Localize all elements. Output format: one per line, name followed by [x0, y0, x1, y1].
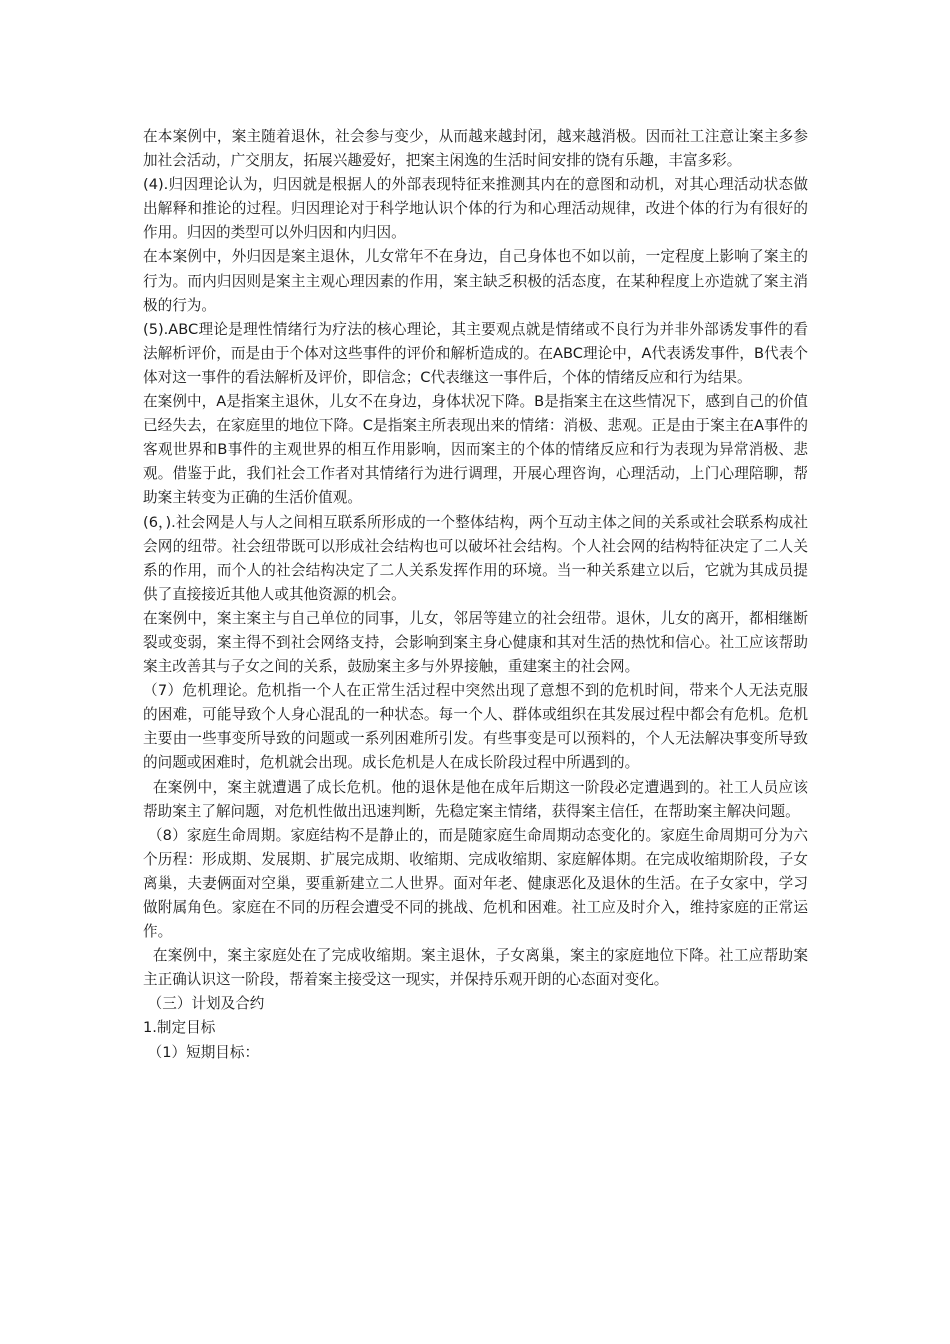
document-body: [143, 125, 808, 1065]
paragraph-attribution-theory: (4).归因理论认为，归因就是根据人的外部表现特征来推测其内在的意图和动机，对其心理活动状态做出解释和推论的过程。归因理论对于科学地认识个体的行为和心理活动规律，改进个体的行为有很好的作用。归因的类型可以外归因和内归因。: [143, 176, 808, 242]
section-heading-plan-contract: （三）计划及合约: [143, 995, 265, 1013]
paragraph-crisis-theory: （7）危机理论。危机指一个人在正常生活过程中突然出现了意想不到的危机时间，带来个人无法克服的困难，可能导致个人身心混乱的一种状态。每一个人、群体或组织在其发展过程中都会有危机。危机主要由一些事变所导致的问题或一系列困难所引发。有些事变是可以预料的，个人无法解决事变所导致的问题或困难时，危机就会出现。成长危机是人在成长阶段过程中所遇到的。: [143, 682, 808, 772]
paragraph-abc-case: 在案例中，A是指案主退休，儿女不在身边，身体状况下降。B是指案主在这些情况下，感到自己的价值已经失去，在家庭里的地位下降。C是指案主所表现出来的情绪：消极、悲观。正是由于案主在A事件的客观世界和B事件的主观世界的相互作用影响，因而案主的个体的情绪反应和行为表现为异常消极、悲观。借鉴于此，我们社会工作者对其情绪行为进行调理，开展心理咨询，心理活动，上门心理陪聊，帮助案主转变为正确的生活价值观。: [143, 393, 808, 507]
paragraph-social-network-case: 在案例中，案主案主与自己单位的同事，儿女，邻居等建立的社会纽带。退休，儿女的离开，都相继断裂或变弱，案主得不到社会网络支持，会影响到案主身心健康和其对生活的热忱和信心。社工应该帮助案主改善其与子女之间的关系，鼓励案主多与外界接触，重建案主的社会网。: [143, 609, 808, 676]
subheading-set-goals: 1.制定目标: [143, 1019, 216, 1037]
paragraph-attribution-case: 在本案例中，外归因是案主退休，儿女常年不在身边，自己身体也不如以前，一定程度上影响了案主的行为。而内归因则是案主主观心理因素的作用，案主缺乏积极的活态度，在某种程度上亦造就了案主消极的行为。: [143, 248, 808, 314]
paragraph-social-participation: 在本案例中，案主随着退休，社会参与变少，从而越来越封闭，越来越消极。因而社工注意让案主多参加社会活动，广交朋友，拓展兴趣爱好，把案主闲逸的生活时间安排的饶有乐趣，丰富多彩。: [143, 128, 808, 170]
paragraph-crisis-case: 在案例中，案主就遭遇了成长危机。他的退休是他在成年后期这一阶段必定遭遇到的。社工人员应该帮助案主了解问题，对危机性做出迅速判断，先稳定案主情绪，获得案主信任，在帮助案主解决问题。: [143, 778, 808, 820]
paragraph-abc-theory: (5).ABC理论是理性情绪行为疗法的核心理论，其主要观点就是情绪或不良行为并非外部诱发事件的看法解析评价，而是由于个体对这些事件的评价和解析造成的。在ABC理论中，A代表诱发事件，B代表个体对这一事件的看法解析及评价，即信念；C代表继这一事件后，个体的情绪反应和行为结果。: [143, 320, 808, 386]
subheading-short-term-goals: （1）短期目标：: [143, 1043, 260, 1061]
paragraph-social-network-theory: (6，).社会网是人与人之间相互联系所形成的一个整体结构，两个互动主体之间的关系或社会联系构成社会网的纽带。社会纽带既可以形成社会结构也可以破坏社会结构。个人社会网的结构特征决定了二人关系的作用，而个人的社会结构决定了二人关系发挥作用的环境。当一种关系建立以后，它就为其成员提供了直接接近其他人或其他资源的机会。: [143, 513, 808, 603]
paragraph-family-life-cycle: （8）家庭生命周期。家庭结构不是静止的，而是随家庭生命周期动态变化的。家庭生命周期可分为六个历程：形成期、发展期、扩展完成期、收缩期、完成收缩期、家庭解体期。在完成收缩期阶段，子女离巢，夫妻俩面对空巢，要重新建立二人世界。面对年老、健康恶化及退休的生活。在子女家中，学习做附属角色。家庭在不同的历程会遭受不同的挑战、危机和困难。社工应及时介入，维持家庭的正常运作。: [143, 826, 808, 941]
paragraph-family-life-cycle-case: 在案例中，案主家庭处在了完成收缩期。案主退休，子女离巢，案主的家庭地位下降。社工应帮助案主正确认识这一阶段，帮着案主接受这一现实，并保持乐观开朗的心态面对变化。: [143, 947, 808, 989]
